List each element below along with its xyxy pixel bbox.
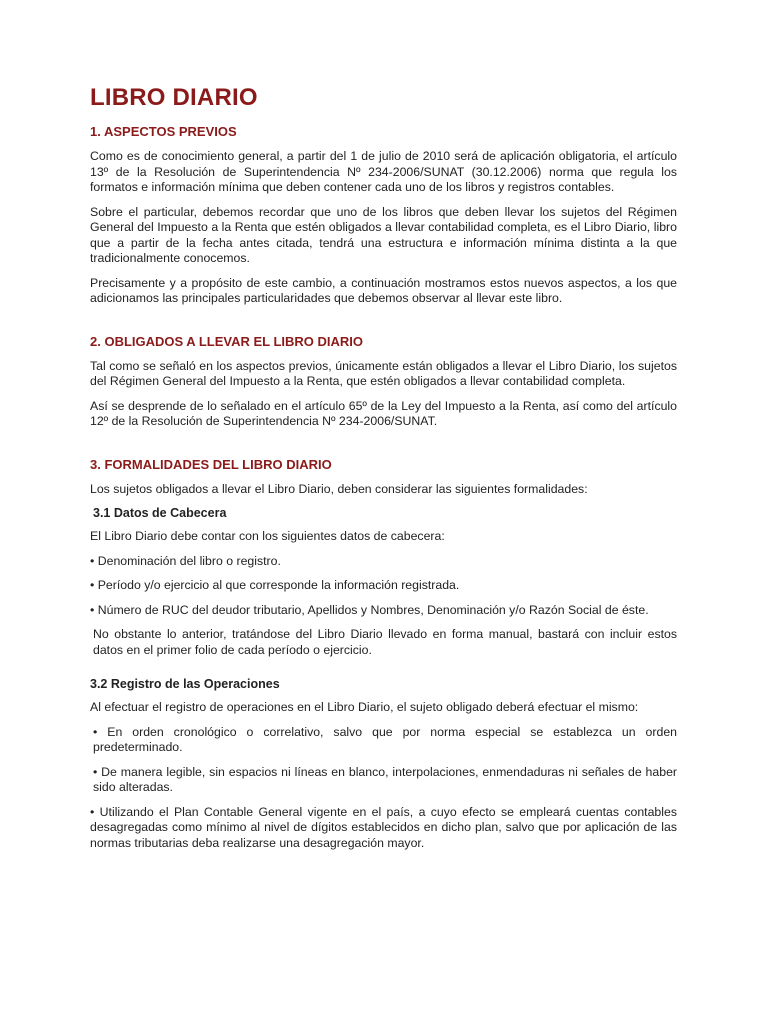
list-item: • Denominación del libro o registro.	[90, 553, 281, 568]
document-body	[90, 84, 677, 860]
paragraph: Tal como se señaló en los aspectos previos, únicamente están obligados a llevar el Libro Diario, los sujetos del Régimen General del Impuesto a la Renta, que estén obligados a llevar contabilidad completa.	[90, 358, 677, 388]
list-item: • Número de RUC del deudor tributario, Apellidos y Nombres, Denominación y/o Razón Social de éste.	[90, 602, 649, 617]
paragraph: Los sujetos obligados a llevar el Libro Diario, deben considerar las siguientes formalidades:	[90, 481, 588, 496]
paragraph: Como es de conocimiento general, a partir del 1 de julio de 2010 será de aplicación obligatoria, el artículo 13º de la Resolución de Superintendencia Nº 234-2006/SUNAT (30.12.2006) norma que regula los formatos e información mínima que deben contener cada uno de los libros y registros contables.	[90, 149, 677, 194]
paragraph: Al efectuar el registro de operaciones en el Libro Diario, el sujeto obligado deberá efectuar el mismo:	[90, 700, 639, 714]
paragraph: No obstante lo anterior, tratándose del Libro Diario llevado en forma manual, bastará con incluir estos datos en el primer folio de cada período o ejercicio.	[93, 627, 677, 657]
list-item: • En orden cronológico o correlativo, salvo que por norma especial se establezca un orden predeterminado.	[93, 724, 677, 754]
paragraph: Precisamente y a propósito de este cambio, a continuación mostramos estos nuevos aspectos, a los que adicionamos las principales particularidades que debemos observar al llevar este libro.	[90, 275, 677, 305]
spacer	[90, 316, 677, 334]
list-item: • Período y/o ejercicio al que corresponde la información registrada.	[90, 578, 460, 592]
list-item: • Utilizando el Plan Contable General vigente en el país, a cuyo efecto se empleará cuentas contables desagregadas como mínimo al nivel de dígitos establecidos en dicho plan, salvo que por aplicación de las normas tributarias deba realizarse una desagregación mayor.	[90, 804, 677, 850]
paragraph: Así se desprende de lo señalado en el artículo 65º de la Ley del Impuesto a la Renta, así como del artículo 12º de la Resolución de Superintendencia Nº 234-2006/SUNAT.	[90, 398, 677, 428]
subsection-heading-registro-operaciones: 3.2 Registro de las Operaciones	[90, 677, 280, 691]
paragraph: Sobre el particular, debemos recordar que uno de los libros que deben llevar los sujetos del Régimen General del Impuesto a la Renta que estén obligados a llevar contabilidad completa, es el Libro Diario, libro que a partir de la fecha antes citada, tendrá una estructura e información mínima distinta a la que tradicionalmente conocemos.	[90, 204, 677, 265]
spacer	[90, 667, 677, 677]
spacer	[90, 439, 677, 457]
paragraph: El Libro Diario debe contar con los siguientes datos de cabecera:	[90, 529, 445, 543]
document-title: LIBRO DIARIO	[90, 84, 258, 111]
subsection-heading-datos-cabecera: 3.1 Datos de Cabecera	[93, 506, 227, 520]
section-heading-aspectos-previos: 1. ASPECTOS PREVIOS	[90, 124, 237, 139]
section-heading-formalidades: 3. FORMALIDADES DEL LIBRO DIARIO	[90, 456, 332, 472]
section-heading-obligados: 2. OBLIGADOS A LLEVAR EL LIBRO DIARIO	[90, 333, 364, 349]
list-item: • De manera legible, sin espacios ni líneas en blanco, interpolaciones, enmendaduras ni señales de haber sido alteradas.	[93, 764, 677, 794]
